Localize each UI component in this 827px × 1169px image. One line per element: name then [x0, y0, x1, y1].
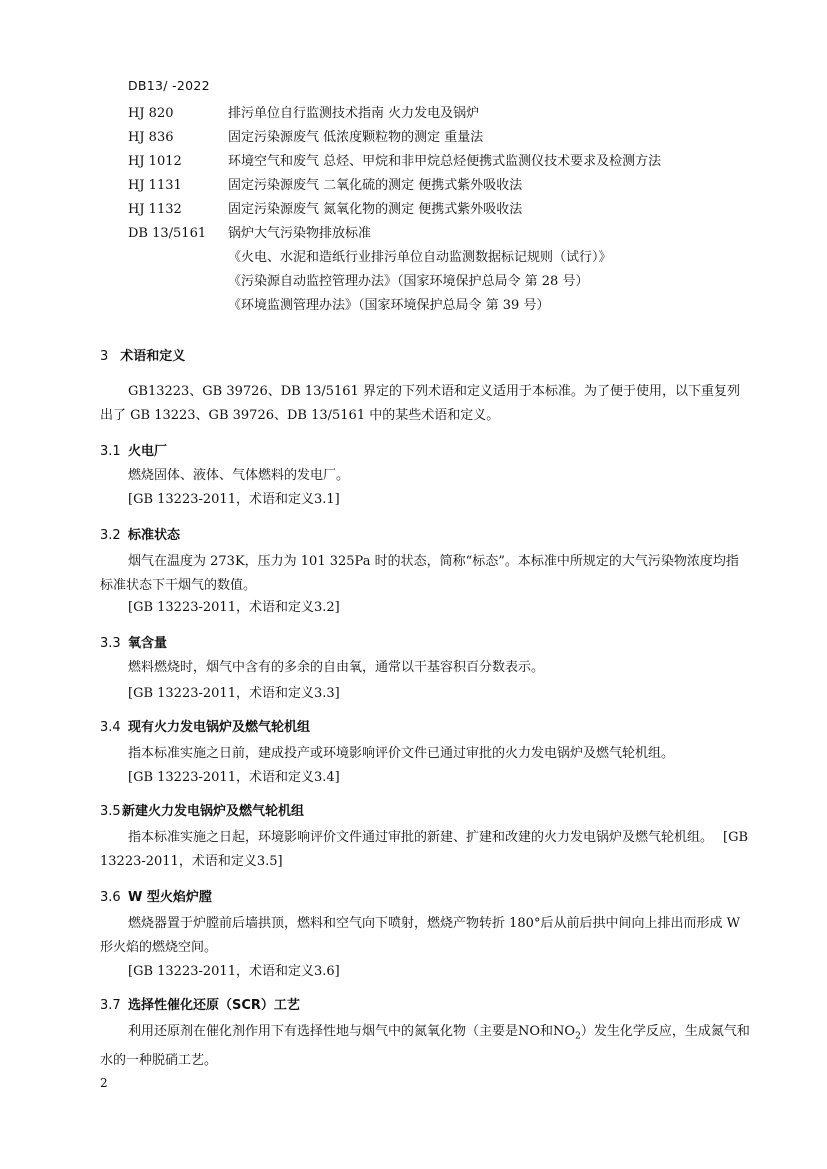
term-definition	[100, 826, 750, 874]
term-title: 火电厂	[128, 444, 168, 459]
term-number: 3.2	[100, 528, 121, 543]
term-heading	[100, 524, 180, 543]
term-heading	[100, 716, 310, 735]
reference-item	[128, 150, 768, 174]
section-heading	[100, 345, 185, 364]
reference-title: 环境空气和废气 总烃、甲烷和非甲烷总烃便携式监测仪技术要求及检测方法	[228, 154, 662, 169]
term-number: 3.3	[100, 636, 121, 651]
reference-item	[128, 222, 768, 246]
term-title: 新建火力发电锅炉及燃气轮机组	[122, 804, 305, 819]
term-heading	[100, 632, 167, 651]
reference-title: 《污染源自动监控管理办法》（国家环境保护总局令 第 28 号）	[228, 274, 589, 289]
term-heading	[100, 800, 304, 819]
section-number: 3	[100, 349, 109, 364]
reference-title: 锅炉大气污染物排放标准	[228, 226, 372, 241]
term-number: 3.5	[100, 804, 121, 819]
term-definition: 燃烧固体、液体、气体燃料的发电厂。	[128, 468, 350, 483]
term-citation: [GB 13223-2011，术语和定义3.3]	[128, 686, 340, 701]
reference-title: 固定污染源废气 低浓度颗粒物的测定 重量法	[228, 130, 484, 145]
term-number: 3.1	[100, 444, 121, 459]
reference-item	[128, 294, 768, 318]
term-definition: 燃烧器置于炉膛前后墙拱顶，燃料和空气向下喷射，燃烧产物转折 180°后从前后拱中间向上排出而形成 W 形火焰的燃烧空间。	[100, 916, 740, 955]
reference-code: DB 13/5161	[128, 226, 207, 241]
reference-item	[128, 198, 768, 222]
reference-list	[128, 102, 768, 318]
term-definition: 指本标准实施之日前，建成投产或环境影响评价文件已通过审批的火力发电锅炉及燃气轮机组。	[128, 746, 675, 761]
reference-code: HJ 1131	[128, 178, 182, 193]
term-definition-text: 指本标准实施之日起，环境影响评价文件通过审批的新建、扩建和改建的火力发电锅炉及燃气轮机组。	[128, 830, 714, 845]
term-title: 选择性催化还原（SCR）工艺	[128, 998, 300, 1013]
reference-item	[128, 102, 768, 126]
reference-title: 固定污染源废气 二氧化硫的测定 便携式紫外吸收法	[228, 178, 523, 193]
section-title: 术语和定义	[120, 349, 186, 364]
term-heading	[100, 994, 300, 1013]
reference-title: 《环境监测管理办法》（国家环境保护总局令 第 39 号）	[228, 298, 550, 313]
term-definition: 烟气在温度为 273K，压力为 101 325Pa 时的状态，简称“标态”。本标准中所规定的大气污染物浓度均指标准状态下干烟气的数值。	[100, 554, 739, 593]
reference-code: HJ 1012	[128, 154, 182, 169]
term-citation: [GB 13223-2011，术语和定义3.1]	[128, 492, 340, 507]
page-number: 2	[100, 1076, 108, 1090]
term-heading	[100, 886, 212, 905]
document-code: DB13/ -2022	[128, 78, 210, 93]
section-intro: GB13223、GB 39726、DB 13/5161 界定的下列术语和定义适用于本标准。为了便于使用，以下重复列出了 GB 13223、GB 39726、DB 13/5161 中的某些术语和定义。	[100, 384, 740, 423]
reference-title: 排污单位自行监测技术指南 火力发电及锅炉	[228, 106, 480, 121]
term-number: 3.4	[100, 720, 121, 735]
subscript: 2	[575, 1031, 581, 1042]
reference-title: 固定污染源废气 氮氧化物的测定 便携式紫外吸收法	[228, 202, 523, 217]
term-definition-text: ）发生化学反应，生成氮气和水的一种脱硝工艺。	[100, 1024, 750, 1068]
term-number: 3.7	[100, 998, 121, 1013]
term-title: 现有火力发电锅炉及燃气轮机组	[128, 720, 311, 735]
reference-item	[128, 174, 768, 198]
reference-code: HJ 1132	[128, 202, 182, 217]
term-citation: [GB 13223-2011，术语和定义3.6]	[128, 964, 340, 979]
term-title: 标准状态	[128, 528, 181, 543]
term-title: W 型火焰炉膛	[128, 890, 212, 905]
term-title: 氧含量	[128, 636, 168, 651]
reference-code: HJ 820	[128, 106, 174, 121]
term-definition	[100, 1020, 750, 1073]
reference-code: HJ 836	[128, 130, 174, 145]
term-citation: [GB 13223-2011，术语和定义3.5]	[100, 830, 749, 869]
term-definition-text: 利用还原剂在催化剂作用下有选择性地与烟气中的氮氧化物（主要是NO和NO	[128, 1024, 576, 1039]
reference-item	[128, 246, 768, 270]
reference-item	[128, 270, 768, 294]
term-heading	[100, 440, 167, 459]
term-citation: [GB 13223-2011，术语和定义3.2]	[128, 600, 340, 615]
term-number: 3.6	[100, 890, 121, 905]
term-definition: 燃料燃烧时，烟气中含有的多余的自由氧，通常以干基容积百分数表示。	[128, 660, 545, 675]
reference-item	[128, 126, 768, 150]
reference-title: 《火电、水泥和造纸行业排污单位自动监测数据标记规则（试行）》	[228, 250, 612, 265]
term-citation: [GB 13223-2011，术语和定义3.4]	[128, 770, 340, 785]
